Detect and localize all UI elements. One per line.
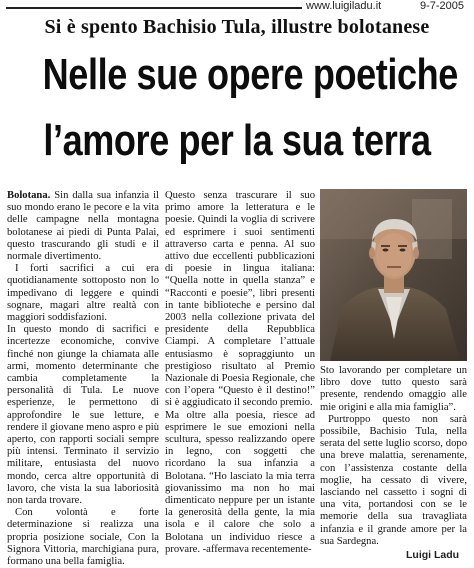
paragraph-7: Sto lavorando per completare un libro dove tutto questo sarà presente, rendendo omaggio alle mie origini e alla mia famiglia”. [320, 365, 467, 413]
paragraph-4: Con volontà e forte determinazione si realizza una propria posizione sociale, Con la Signora Vittoria, marchigiana pura, formano una bella famiglia. [7, 507, 159, 568]
dateline: Bolotana. [7, 190, 51, 201]
article-column-2 [165, 190, 315, 556]
article-column-1 [7, 190, 159, 568]
paragraph-8: Purtroppo questo non sarà possibile, Bachisio Tula, nella serata del sette luglio scorso, dopo una breve malattia, serenamente, con l’assistenza costante della moglie, ha cessato di vivere, lasciando nel cassetto i sogni di una vita, portandosi con se le memorie della sua travagliata infanzia e il grande amore per la sua Sardegna. [320, 413, 467, 547]
paragraph-1 [7, 190, 159, 263]
paragraph-6: Ma oltre alla poesia, riesce ad esprimere le sue emozioni nella scultura, spesso realizzando opere in legno, con soggetti che ricordano la sua infanzia a Bolotana. “Ho lasciato la mia terra giovanissimo ma non ho mai dimenticato neppure per un istante la generosità della gente, la mia isola e il calore che solo a Bolotana un individuo riesce a provare. -affermava recentemente- [165, 409, 315, 555]
website-url: www.luigiladu.it [306, 0, 382, 12]
paragraph-2: I forti sacrifici a cui era quotidianamente sottoposto non lo impedivano di leggere e quindi sognare, magari altre realtà con maggiori soddisfazioni. [7, 263, 159, 324]
paragraph-1-text: Sin dalla sua infanzia il suo mondo erano le pecore e la vita delle campagne nella montagna bolotanese ai piedi di Punta Palai, questo trascurando gli studi e il normale divertimento. [7, 190, 159, 263]
portrait-illustration [320, 189, 467, 361]
masthead-rule [6, 7, 302, 9]
paragraph-5: Questo senza trascurare il suo primo amore la letteratura e le poesie. Quindi la voglia di scrivere ed esprimere i suoi sentimenti attraverso carta e penna. Al suo attivo due eccellenti pubblicazioni di poesie in lingua italiana: “Quella notte in quella stanza” e “Racconti e poesie”, libri presenti in tante biblioteche e persino dal 2003 nella collezione privata del presidente della Repubblica Ciampi. A completare l’attuale entusiasmo è sopraggiunto un prestigioso risultato al Premio Nazionale di Poesia Regionale, che con l’opera “Questo è il destino!” si è aggiudicato il secondo premio. [165, 190, 315, 409]
article-column-3 [320, 365, 467, 548]
paragraph-3: In questo mondo di sacrifici e incertezze economiche, convive finché non giunge la chiamata alle armi, momento determinante che cambia completamente la personalità di Tula. Le nuove esperienze, le permettono di approfondire le sue letture, e rendere il giovane meno aspro e più aperto, con rapporti sociali sempre più intensi. Terminato il servizio militare, entusiasta del nuovo mondo, cerca altre opportunità di lavoro, che vista la sua laboriosità non tarda trovare. [7, 324, 159, 507]
headline-line-1: Nelle sue opere poetiche [42, 50, 458, 99]
headline-line-2: l’amore per la sua terra [43, 116, 431, 165]
portrait-photo [320, 189, 467, 361]
masthead-bar [0, 0, 474, 14]
author-signature: Luigi Ladu [406, 549, 460, 561]
publication-date: 9-7-2005 [420, 0, 465, 12]
kicker-subtitle: Si è spento Bachisio Tula, illustre bolotanese [44, 16, 430, 38]
